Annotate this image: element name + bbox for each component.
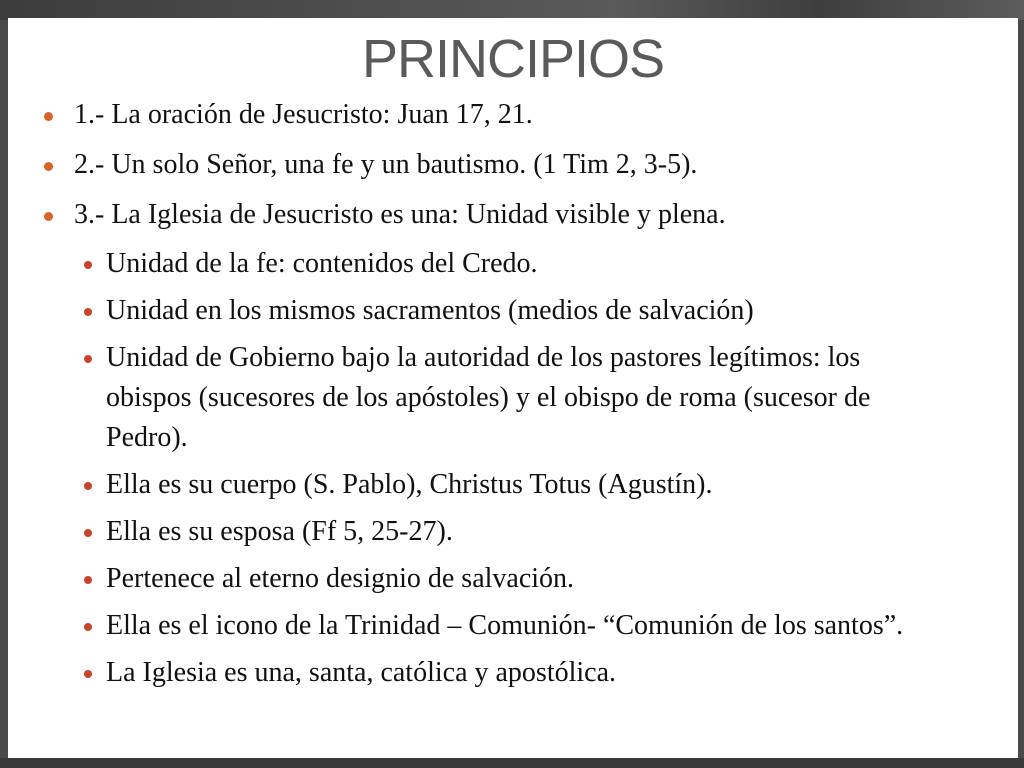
sub-bullet-text: La Iglesia es una, santa, católica y apostólica. — [106, 657, 617, 688]
bullet-dot-icon — [84, 261, 92, 269]
bullet-dot-icon — [44, 212, 53, 221]
bullet-item — [8, 198, 1008, 693]
sub-bullet-text: Ella es el icono de la Trinidad – Comunión- “Comunión de los santos”. — [106, 610, 904, 641]
bullet-dot-icon — [84, 670, 92, 678]
window-frame-bottom — [0, 758, 1024, 768]
sub-bullet-item — [8, 465, 1008, 505]
bullet-dot-icon — [84, 308, 92, 316]
bullet-dot-icon — [44, 112, 53, 121]
bullet-text: 2.- Un solo Señor, una fe y un bautismo. (1 Tim 2, 3-5). — [74, 149, 698, 180]
sub-bullet-text: Unidad de Gobierno bajo la autoridad de los pastores legítimos: los obispos (sucesores de los apóstoles) y el obispo de roma (sucesor de Pedro). — [106, 342, 871, 453]
window-frame-top — [0, 0, 1024, 20]
sub-bullet-list — [8, 244, 1008, 693]
sub-bullet-item — [8, 606, 1008, 646]
bullet-dot-icon — [84, 529, 92, 537]
sub-bullet-text: Ella es su cuerpo (S. Pablo), Christus Totus (Agustín). — [106, 469, 713, 500]
bullet-text: 3.- La Iglesia de Jesucristo es una: Unidad visible y plena. — [74, 199, 726, 230]
sub-bullet-item — [8, 559, 1008, 599]
sub-bullet-text: Unidad en los mismos sacramentos (medios de salvación) — [106, 295, 754, 326]
bullet-dot-icon — [84, 576, 92, 584]
sub-bullet-item — [8, 653, 1008, 693]
bullet-dot-icon — [84, 623, 92, 631]
sub-bullet-item — [8, 338, 1008, 458]
bullet-item — [8, 148, 1008, 182]
slide-title: PRINCIPIOS — [361, 29, 665, 89]
sub-bullet-text: Ella es su esposa (Ff 5, 25-27). — [106, 516, 453, 547]
sub-bullet-item — [8, 244, 1008, 284]
sub-bullet-item — [8, 291, 1008, 331]
slide — [8, 18, 1018, 758]
sub-bullet-item — [8, 512, 1008, 552]
sub-bullet-text: Unidad de la fe: contenidos del Credo. — [106, 248, 538, 279]
bullet-dot-icon — [44, 162, 53, 171]
bullet-text: 1.- La oración de Jesucristo: Juan 17, 21. — [74, 99, 533, 130]
bullet-item — [8, 98, 1008, 132]
sub-bullet-text: Pertenece al eterno designio de salvación. — [106, 563, 575, 594]
bullet-list — [8, 98, 1008, 709]
bullet-dot-icon — [84, 482, 92, 490]
bullet-dot-icon — [84, 355, 92, 363]
